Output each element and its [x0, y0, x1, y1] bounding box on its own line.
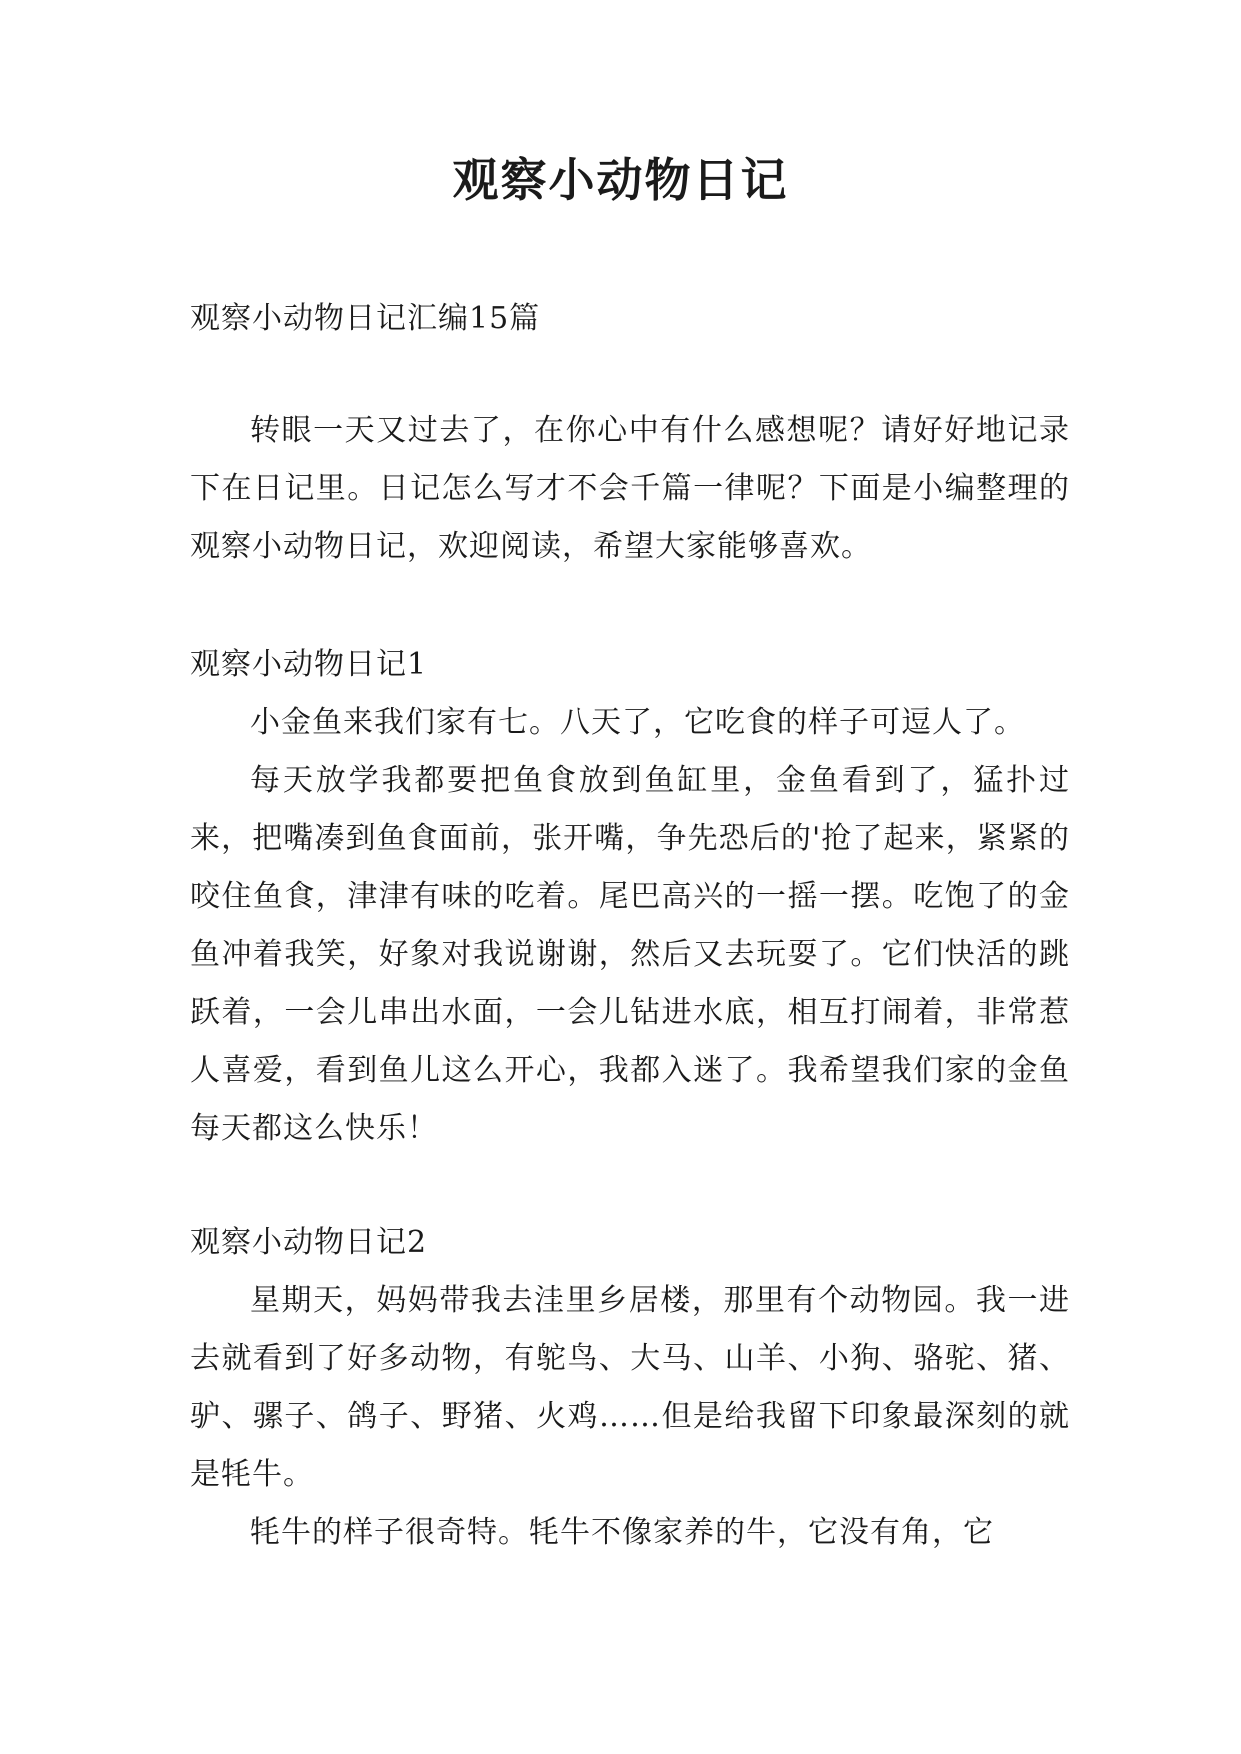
- intro-paragraph: 转眼一天又过去了，在你心中有什么感想呢？请好好地记录下在日记里。日记怎么写才不会千篇一律呢？下面是小编整理的观察小动物日记，欢迎阅读，希望大家能够喜欢。: [190, 413, 1070, 564]
- document-title: 观察小动物日记: [452, 153, 789, 207]
- section-heading-2: 观察小动物日记2: [190, 1225, 428, 1260]
- section-body-2: [190, 1272, 1070, 1562]
- paragraph: 星期天，妈妈带我去洼里乡居楼，那里有个动物园。我一进去就看到了好多动物，有鸵鸟、大马、山羊、小狗、骆驼、猪、驴、骡子、鸽子、野猪、火鸡……但是给我留下印象最深刻的就是牦牛。: [190, 1283, 1070, 1492]
- paragraph: 每天放学我都要把鱼食放到鱼缸里，金鱼看到了，猛扑过来，把嘴凑到鱼食面前，张开嘴，争先恐后的'抢了起来，紧紧的咬住鱼食，津津有味的吃着。尾巴高兴的一摇一摆。吃饱了的金鱼冲着我笑，好象对我说谢谢，然后又去玩耍了。它们快活的跳跃着，一会儿串出水面，一会儿钻进水底，相互打闹着，非常惹人喜爱，看到鱼儿这么开心，我都入迷了。我希望我们家的金鱼每天都这么快乐！: [190, 763, 1070, 1146]
- paragraph: 牦牛的样子很奇特。牦牛不像家养的牛，它没有角，它: [250, 1515, 994, 1550]
- section-body-1: [190, 694, 1070, 1158]
- paragraph: 小金鱼来我们家有七。八天了，它吃食的样子可逗人了。: [250, 705, 1025, 740]
- section-heading-1: 观察小动物日记1: [190, 647, 428, 682]
- document-subtitle: 观察小动物日记汇编15篇: [190, 301, 541, 336]
